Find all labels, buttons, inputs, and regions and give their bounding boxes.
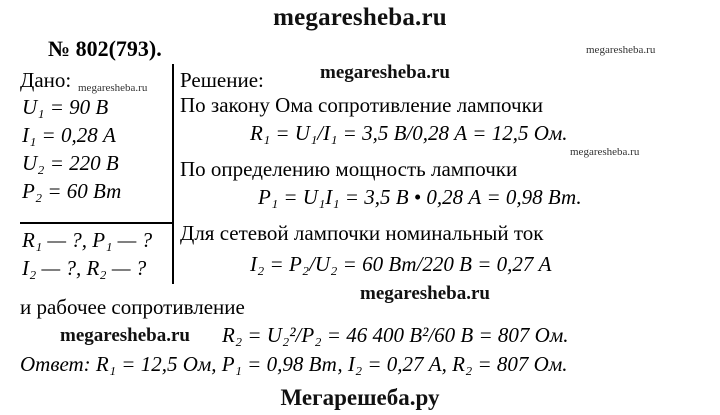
given-item-3: P₂ = 60 Вт xyxy=(22,179,122,203)
given-item-1: I₁ = 0,28 А xyxy=(22,123,116,147)
find-item-1: I₂ — ?, R₂ — ? xyxy=(22,256,147,280)
answer-line: Ответ: R₁ = 12,5 Ом, P₁ = 0,98 Вт, I₂ = 0,27 А, R₂ = 807 Ом. xyxy=(20,352,568,376)
solution-formula-i2: I₂ = P₂/U₂ = 60 Вт/220 В = 0,27 А xyxy=(250,252,552,276)
solution-formula-r2: R₂ = U₂²/P₂ = 46 400 В²/60 В = 807 Ом. xyxy=(222,323,569,347)
task-number: № 802(793). xyxy=(48,36,162,61)
watermark-small-top-right: megaresheba.ru xyxy=(586,44,656,56)
solution-line-2: По определению мощность лампочки xyxy=(180,157,518,181)
solution-formula-r1: R₁ = U₁/I₁ = 3,5 В/0,28 А = 12,5 Ом. xyxy=(250,121,568,145)
watermark-mid-2: megaresheba.ru xyxy=(360,283,490,304)
given-item-2: U₂ = 220 В xyxy=(22,151,119,175)
given-label: Дано: xyxy=(20,68,72,92)
watermark-mid-1: megaresheba.ru xyxy=(320,62,450,83)
watermark-bottom: Мегарешеба.ру xyxy=(280,385,440,410)
solution-line-4: Для сетевой лампочки номинальный ток xyxy=(180,221,544,245)
watermark-top: megaresheba.ru xyxy=(273,4,447,31)
watermark-mid-3: megaresheba.ru xyxy=(60,325,190,346)
given-item-0: U₁ = 90 В xyxy=(22,95,109,119)
watermark-small-mid-right: megaresheba.ru xyxy=(570,146,640,158)
watermark-small-under-dano: megaresheba.ru xyxy=(78,82,148,94)
solution-label: Решение: xyxy=(180,68,264,92)
vertical-divider xyxy=(172,64,174,284)
given-find-divider xyxy=(20,222,172,224)
solution-formula-p1: P₁ = U₁I₁ = 3,5 В • 0,28 А = 0,98 Вт. xyxy=(258,185,582,209)
solution-line-6: и рабочее сопротивление xyxy=(20,295,245,319)
find-item-0: R₁ — ?, P₁ — ? xyxy=(22,228,153,252)
solution-line-0: По закону Ома сопротивление лампочки xyxy=(180,93,544,117)
